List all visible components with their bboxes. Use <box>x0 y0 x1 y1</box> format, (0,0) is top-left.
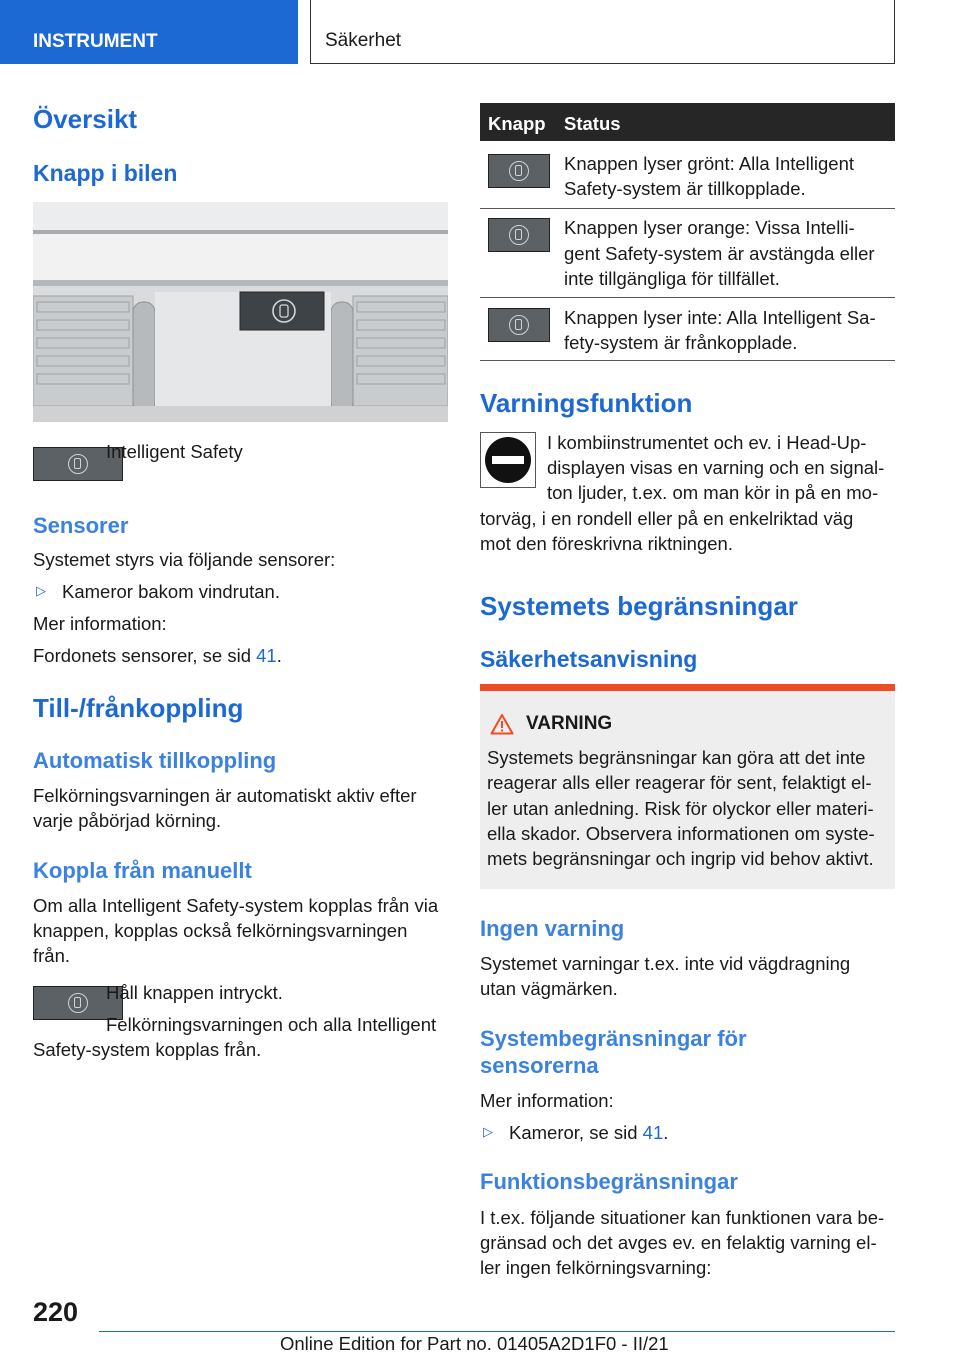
heading-overview: Översikt <box>33 104 138 134</box>
warning-title: VARNING <box>526 713 613 734</box>
table-divider <box>480 208 895 209</box>
table-row-1-line2: Safety-system är tillkopplade. <box>564 178 806 199</box>
table-row-3-line2: fety-system är frånkopplade. <box>564 332 798 353</box>
dashboard-photo <box>33 202 448 422</box>
more-info-right: Mer information: <box>480 1090 614 1111</box>
button-icon-green <box>488 154 550 188</box>
warn-line1: Systemets begränsningar kan göra att det inte <box>487 747 866 768</box>
car-circle-icon <box>509 161 529 181</box>
warn-line4: ella skador. Observera informationen om syste- <box>487 823 875 844</box>
heading-system-limits: Systemets begränsningar <box>480 591 798 621</box>
wf-line2: displayen visas en varning och en signal- <box>547 457 885 478</box>
footer-edition: Online Edition for Part no. 01405A2D1F0 - II/21 <box>280 1333 669 1354</box>
fl-line1: I t.ex. följande situationer kan funktionen vara be- <box>480 1207 885 1228</box>
warn-line5: mets begränsningar och ingrip vid behov aktivt. <box>487 848 874 869</box>
vehicle-sensors-ref <box>33 643 282 669</box>
page-link-41[interactable]: 41 <box>642 1122 664 1143</box>
car-circle-icon <box>68 993 88 1013</box>
more-info-left: Mer information: <box>33 613 167 634</box>
cameras-ref <box>509 1120 668 1146</box>
fl-line3: ler ingen felkörningsvarning: <box>480 1257 712 1278</box>
manual-line1: Om alla Intelligent Safety-system kopplas från via <box>33 895 439 916</box>
car-circle-icon <box>68 454 88 474</box>
sensor-list-item: Kameror bakom vindrutan. <box>62 581 280 602</box>
heading-safety-note: Säkerhetsanvisning <box>480 646 698 672</box>
warn-line3: ler utan anledning. Risk för olyckor eller materi- <box>487 798 874 819</box>
heading-sensor-limits-1: Systembegränsningar för <box>480 1026 747 1051</box>
table-row-2-line2: gent Safety-system är avstängda eller <box>564 243 875 264</box>
vehicle-sensors-text: Fordonets sensorer, se sid <box>33 645 251 666</box>
wf-line5: mot den föreskrivna riktningen. <box>480 533 733 554</box>
table-divider <box>480 297 895 298</box>
cameras-text: Kameror, se sid <box>509 1122 638 1143</box>
table-row-1-line1: Knappen lyser grönt: Alla Intelligent <box>564 153 855 174</box>
heading-no-warning: Ingen varning <box>480 916 625 941</box>
manual-line2: knappen, kopplas också felkörningsvarningen <box>33 920 408 941</box>
auto-on-line1: Felkörningsvarningen är automatiskt aktiv efter <box>33 785 417 806</box>
heading-manual-off: Koppla från manuellt <box>33 858 252 883</box>
table-row-2-line1: Knappen lyser orange: Vissa Intelli- <box>564 217 855 238</box>
period: . <box>276 645 282 666</box>
sensors-intro: Systemet styrs via följande sensorer: <box>33 549 336 570</box>
result-line2: Safety-system kopplas från. <box>33 1039 262 1060</box>
heading-button-in-car: Knapp i bilen <box>33 160 178 186</box>
heading-function-limits: Funktionsbegränsningar <box>480 1169 738 1194</box>
bullet-icon: ▷ <box>36 583 46 598</box>
nw-line1: Systemet varningar t.ex. inte vid vägdragning <box>480 953 851 974</box>
heading-auto-on: Automatisk tillkoppling <box>33 748 277 773</box>
warn-line2: reagerar alls eller reagerar för sent, felaktigt el- <box>487 772 872 793</box>
bullet-icon: ▷ <box>483 1124 493 1139</box>
auto-on-line2: varje påbörjad körning. <box>33 810 222 831</box>
table-row-2-line3: inte tillgängliga för tillfället. <box>564 268 780 289</box>
table-divider <box>480 360 895 361</box>
button-icon-orange <box>488 218 550 252</box>
table-col-status: Status <box>564 113 621 134</box>
result-line1: Felkörningsvarningen och alla Intelligent <box>106 1014 437 1035</box>
hold-button-text: Håll knappen intryckt. <box>106 982 283 1003</box>
heading-on-off: Till-/frånkoppling <box>33 693 244 723</box>
table-col-button: Knapp <box>488 113 546 134</box>
no-entry-sign-icon <box>480 432 536 488</box>
header-section-tab: INSTRUMENT <box>0 0 298 64</box>
heading-sensors: Sensorer <box>33 513 129 538</box>
button-icon-off <box>488 308 550 342</box>
page-number: 220 <box>33 1297 79 1327</box>
heading-sensor-limits-2: sensorerna <box>480 1053 599 1078</box>
period: . <box>663 1122 669 1143</box>
wf-line4: torväg, i en rondell eller på en enkelriktad väg <box>480 508 854 529</box>
table-row-3-line1: Knappen lyser inte: Alla Intelligent Sa- <box>564 307 876 328</box>
manual-line3: från. <box>33 945 71 966</box>
warning-triangle-graphic <box>490 713 514 735</box>
wf-line3: ton ljuder, t.ex. om man kör in på en mo- <box>547 482 879 503</box>
car-circle-icon <box>509 315 529 335</box>
warning-triangle-icon <box>490 713 514 740</box>
header-chapter-title: Säkerhet <box>310 0 895 64</box>
caption-intelligent-safety: Intelligent Safety <box>106 441 243 462</box>
footer-rule <box>99 1331 895 1332</box>
nw-line2: utan vägmärken. <box>480 978 618 999</box>
no-entry-graphic <box>483 435 533 485</box>
wf-line1: I kombiinstrumentet och ev. i Head-Up- <box>547 432 867 453</box>
fl-line2: gränsad och det avges ev. en felaktig varning el- <box>480 1232 877 1253</box>
page-link-41[interactable]: 41 <box>256 645 277 666</box>
heading-warning-function: Varningsfunktion <box>480 388 693 418</box>
dashboard-illustration <box>33 202 448 422</box>
car-circle-icon <box>509 225 529 245</box>
